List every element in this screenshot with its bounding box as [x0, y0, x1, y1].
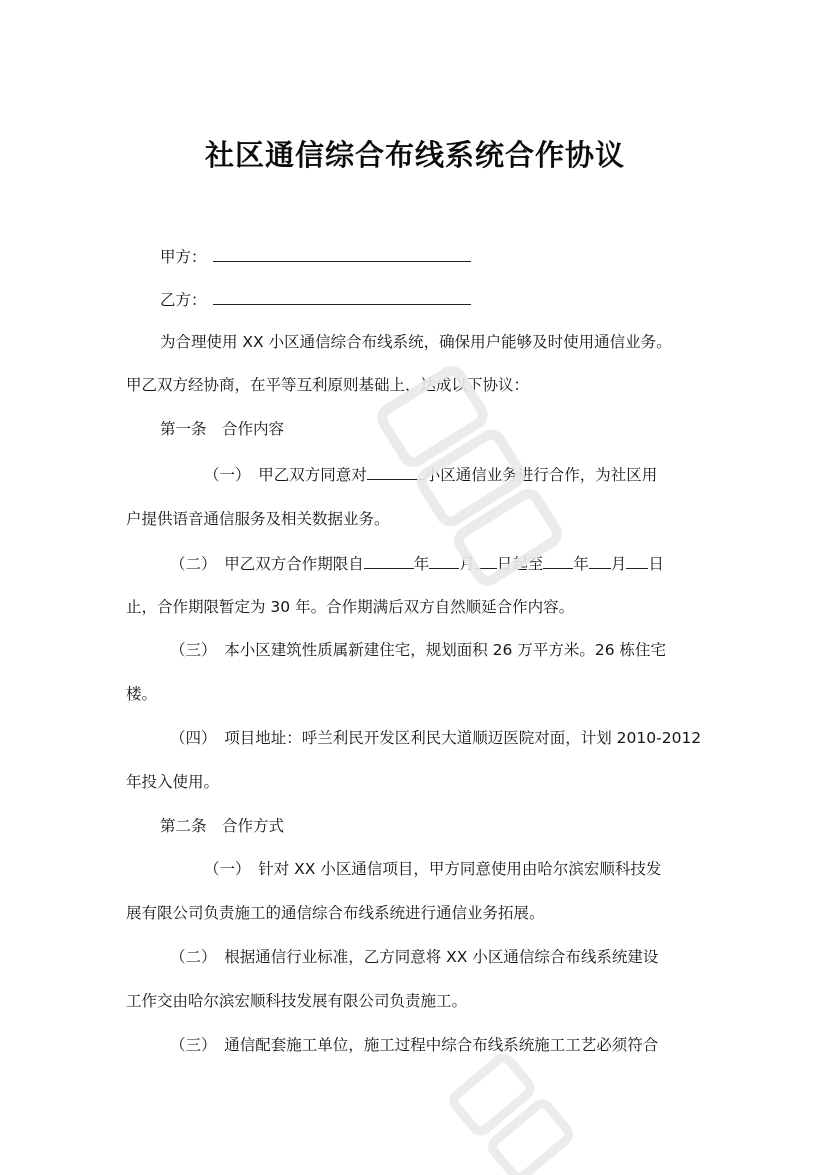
- article-2-item-3: （三） 通信配套施工单位，施工过程中综合布线系统施工工艺必须符合: [170, 1036, 659, 1054]
- intro-line-2: 甲乙双方经协商，在平等互利原则基础上，达成以下协议：: [126, 376, 530, 394]
- document-title: 社区通信综合布线系统合作协议: [204, 138, 625, 172]
- article-1-item-1-suffix: 小区通信业务进行合作，为社区用: [424, 466, 658, 484]
- article-1-item-1: [204, 463, 657, 486]
- article-1-item-2-prefix: （二） 甲乙双方合作期限自: [170, 555, 364, 573]
- party-b-blank: [213, 288, 471, 305]
- article-1-item-2-year: 年: [413, 555, 430, 573]
- article-2-item-1-line-2: 展有限公司负责施工的通信综合布线系统进行通信业务拓展。: [126, 904, 545, 922]
- watermark-logo-bottom: [440, 1040, 600, 1175]
- article-1-item-2-day2: 日: [648, 555, 664, 573]
- article-1-item-2-month: 月: [459, 555, 475, 573]
- party-b-line: [160, 288, 471, 311]
- article-1-item-2-year-blank: [364, 552, 414, 569]
- intro-line-1: 为合理使用 XX 小区通信综合布线系统，确保用户能够及时使用通信业务。: [160, 333, 672, 351]
- article-2-heading: 第二条 合作方式: [160, 817, 285, 835]
- party-b-label: 乙方：: [160, 291, 207, 309]
- article-2-item-1: （一） 针对 XX 小区通信项目，甲方同意使用由哈尔滨宏顺科技发: [204, 860, 662, 878]
- article-1-item-2-line-2: 止，合作期限暂定为 30 年。合作期满后双方自然顺延合作内容。: [126, 598, 575, 616]
- article-1-item-2-month2: 月: [610, 555, 627, 573]
- party-a-line: [160, 245, 471, 268]
- party-a-label: 甲方：: [160, 248, 207, 266]
- article-1-item-2-year2-blank: [543, 552, 573, 569]
- party-a-blank: [213, 245, 471, 262]
- article-1-item-2-day-blank: [475, 552, 497, 569]
- article-2-item-2-line-2: 工作交由哈尔滨宏顺科技发展有限公司负责施工。: [126, 992, 468, 1010]
- article-1-item-2-month2-blank: [589, 552, 611, 569]
- article-1-item-2-month-blank: [429, 552, 459, 569]
- article-1-item-2-year2: 年: [573, 555, 589, 573]
- article-1-item-4: （四） 项目地址：呼兰利民开发区利民大道顺迈医院对面，计划 2010-2012: [170, 729, 702, 747]
- article-1-item-1-prefix: （一） 甲乙双方同意对: [204, 466, 367, 484]
- article-1-item-2-day-to: 日起至: [496, 555, 544, 573]
- article-2-item-2: （二） 根据通信行业标准，乙方同意将 XX 小区通信综合布线系统建设: [170, 948, 659, 966]
- article-1-item-2: [170, 552, 664, 575]
- article-1-item-1-blank: [367, 463, 425, 480]
- article-1-item-3: （三） 本小区建筑性质属新建住宅，规划面积 26 万平方米。26 栋住宅: [170, 641, 666, 659]
- article-1-item-4-line-2: 年投入使用。: [126, 773, 220, 791]
- article-1-heading: 第一条 合作内容: [160, 420, 285, 438]
- article-1-item-3-line-2: 楼。: [126, 685, 158, 703]
- article-1-item-2-day2-blank: [626, 552, 648, 569]
- article-1-item-1-line-2: 户提供语音通信服务及相关数据业务。: [126, 510, 390, 528]
